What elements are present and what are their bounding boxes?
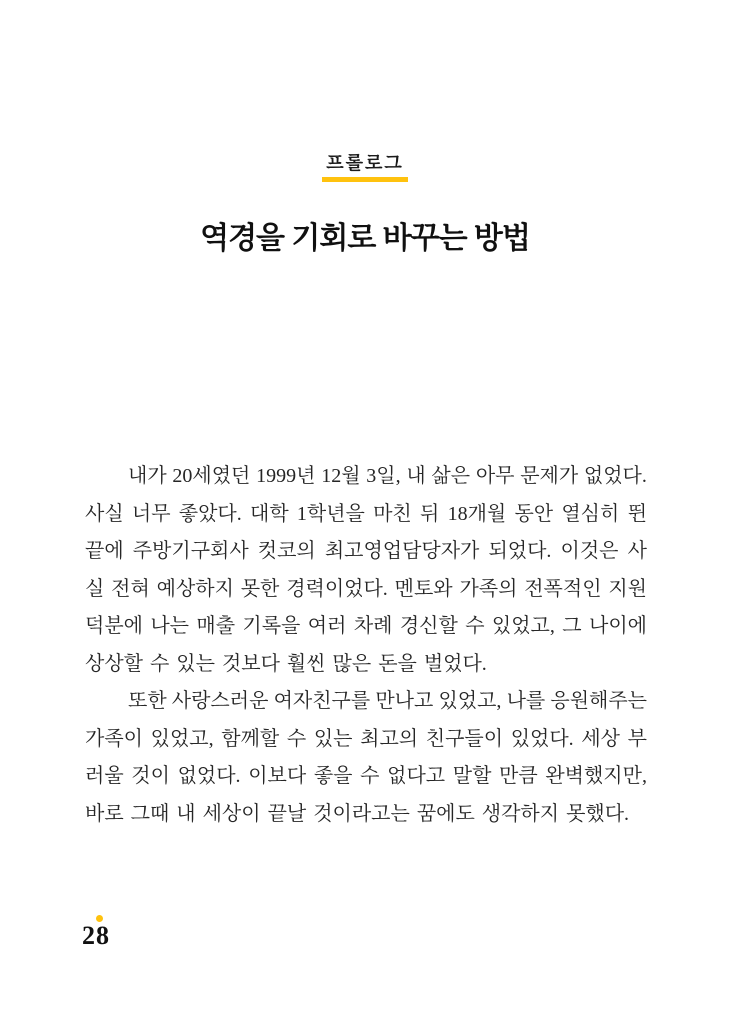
body-line: 실 전혀 예상하지 못한 경력이었다. 멘토와 가족의 전폭적인 지원 bbox=[85, 577, 647, 600]
body-line: 러울 것이 없었다. 이보다 좋을 수 없다고 말할 만큼 완벽했지만, bbox=[85, 765, 647, 787]
body-line: 상상할 수 있는 것보다 훨씬 많은 돈을 벌었다. bbox=[85, 652, 487, 675]
prologue-label: 프롤로그 bbox=[326, 153, 404, 173]
page-number: 28 bbox=[82, 921, 110, 950]
body-text bbox=[85, 458, 647, 833]
prologue-header bbox=[0, 152, 730, 182]
body-line: 덕분에 나는 매출 기록을 여러 차례 경신할 수 있었고, 그 나이에 bbox=[85, 615, 647, 637]
chapter-title: 역경을 기회로 바꾸는 방법 bbox=[200, 222, 530, 255]
body-line: 가족이 있었고, 함께할 수 있는 최고의 친구들이 있었다. 세상 부 bbox=[85, 727, 647, 750]
body-line: 내가 20세였던 1999년 12월 3일, 내 삶은 아무 문제가 없었다. bbox=[128, 465, 647, 487]
body-line: 끝에 주방기구회사 컷코의 최고영업담당자가 되었다. 이것은 사 bbox=[85, 540, 647, 562]
body-line: 또한 사랑스러운 여자친구를 만나고 있었고, 나를 응원해주는 bbox=[128, 690, 647, 712]
body-line: 바로 그때 내 세상이 끝날 것이라고는 꿈에도 생각하지 못했다. bbox=[85, 802, 630, 825]
accent-underline bbox=[322, 177, 408, 182]
body-line: 사실 너무 좋았다. 대학 1학년을 마친 뒤 18개월 동안 열심히 뛴 bbox=[85, 502, 647, 525]
